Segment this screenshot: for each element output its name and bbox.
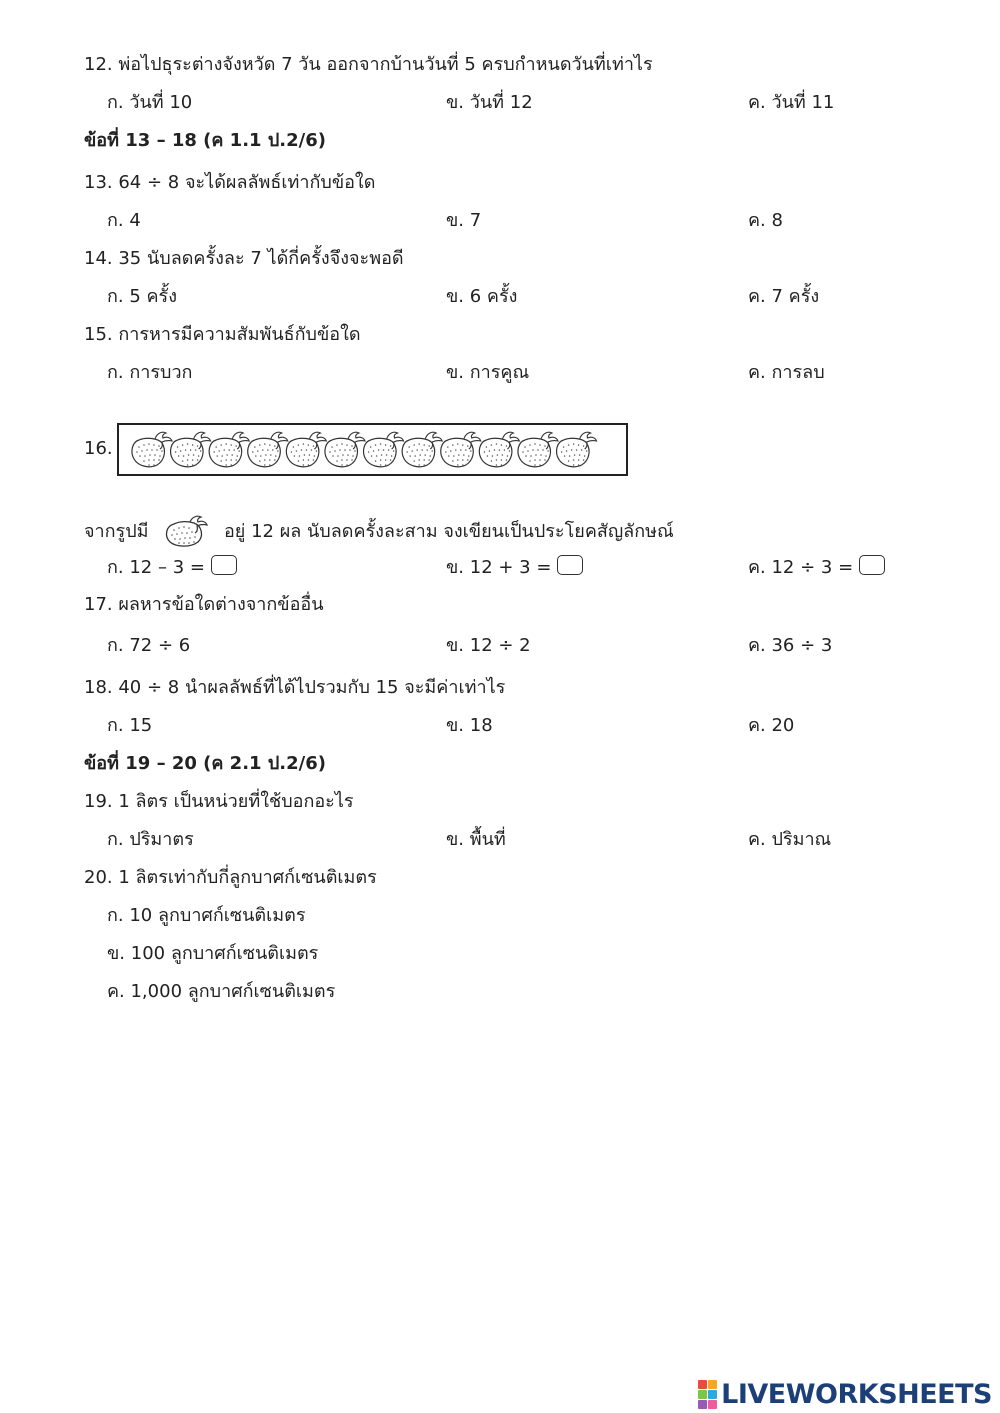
logo-mark-icon — [698, 1380, 717, 1409]
option-17-a[interactable]: ก. 72 ÷ 6 — [107, 635, 191, 656]
strawberry-icon — [171, 432, 211, 467]
question-16-number: 16. — [84, 438, 113, 459]
option-18-b[interactable]: ข. 18 — [446, 715, 493, 736]
question-19: 19. 1 ลิตร เป็นหน่วยที่ใช้บอกอะไร — [84, 791, 354, 812]
question-16-prompt — [84, 513, 674, 547]
logo-tile — [698, 1380, 707, 1389]
answer-box-b[interactable] — [557, 555, 583, 575]
logo-text: LIVEWORKSHEETS — [721, 1378, 992, 1410]
option-12-a[interactable]: ก. วันที่ 10 — [107, 92, 193, 113]
question-13: 13. 64 ÷ 8 จะได้ผลลัพธ์เท่ากับข้อใด — [84, 172, 376, 193]
question-17: 17. ผลหารข้อใดต่างจากข้ออื่น — [84, 594, 324, 615]
logo-tile — [708, 1380, 717, 1389]
option-14-c[interactable]: ค. 7 ครั้ง — [748, 286, 820, 307]
strawberry-icon — [248, 432, 288, 467]
prompt-end: อยู่ 12 ผล นับลดครั้งละสาม จงเขียนเป็นประโยคสัญลักษณ์ — [223, 521, 674, 542]
option-16-a-text: ก. 12 – 3 = — [107, 557, 205, 578]
strawberry-icon — [479, 432, 519, 467]
logo-tile — [708, 1400, 717, 1409]
option-16-a[interactable] — [107, 555, 237, 580]
question-12: 12. พ่อไปธุระต่างจังหวัด 7 วัน ออกจากบ้านวันที่ 5 ครบกำหนดวันที่เท่าไร — [84, 54, 653, 75]
strawberry-row — [119, 425, 626, 474]
option-16-c[interactable] — [748, 555, 885, 580]
option-12-b[interactable]: ข. วันที่ 12 — [446, 92, 533, 113]
answer-box-c[interactable] — [859, 555, 885, 575]
option-20-c[interactable]: ค. 1,000 ลูกบาศก์เซนติเมตร — [107, 981, 336, 1002]
strawberry-icon — [364, 432, 404, 467]
strawberry-icon — [132, 432, 172, 467]
option-13-a[interactable]: ก. 4 — [107, 210, 141, 231]
option-18-c[interactable]: ค. 20 — [748, 715, 795, 736]
option-18-a[interactable]: ก. 15 — [107, 715, 153, 736]
question-20: 20. 1 ลิตรเท่ากับกี่ลูกบาศก์เซนติเมตร — [84, 867, 377, 888]
option-20-a[interactable]: ก. 10 ลูกบาศก์เซนติเมตร — [107, 905, 306, 926]
answer-box-a[interactable] — [211, 555, 237, 575]
option-15-b[interactable]: ข. การคูณ — [446, 362, 530, 383]
prompt-start: จากรูปมี — [84, 521, 149, 542]
option-20-b[interactable]: ข. 100 ลูกบาศก์เซนติเมตร — [107, 943, 319, 964]
strawberry-icon — [402, 432, 442, 467]
logo-tile — [698, 1390, 707, 1399]
option-16-b-text: ข. 12 + 3 = — [446, 557, 552, 578]
strawberry-icon — [557, 432, 597, 467]
question-18: 18. 40 ÷ 8 นำผลลัพธ์ที่ได้ไปรวมกับ 15 จะมีค่าเท่าไร — [84, 677, 506, 698]
option-19-b[interactable]: ข. พื้นที่ — [446, 829, 506, 850]
logo-tile — [708, 1390, 717, 1399]
option-15-c[interactable]: ค. การลบ — [748, 362, 825, 383]
option-16-b[interactable] — [446, 555, 583, 580]
strawberry-icon — [518, 432, 558, 467]
option-14-b[interactable]: ข. 6 ครั้ง — [446, 286, 518, 307]
strawberry-icon — [162, 513, 210, 547]
liveworksheets-logo — [698, 1378, 992, 1410]
option-12-c[interactable]: ค. วันที่ 11 — [748, 92, 835, 113]
option-13-c[interactable]: ค. 8 — [748, 210, 783, 231]
option-17-b[interactable]: ข. 12 ÷ 2 — [446, 635, 531, 656]
section-heading-19-20: ข้อที่ 19 – 20 (ค 2.1 ป.2/6) — [84, 753, 326, 774]
question-14: 14. 35 นับลดครั้งละ 7 ได้กี่ครั้งจึงจะพอดี — [84, 248, 404, 269]
option-19-c[interactable]: ค. ปริมาณ — [748, 829, 832, 850]
option-19-a[interactable]: ก. ปริมาตร — [107, 829, 194, 850]
strawberry-icon — [209, 432, 249, 467]
option-15-a[interactable]: ก. การบวก — [107, 362, 193, 383]
section-heading-13-18: ข้อที่ 13 – 18 (ค 1.1 ป.2/6) — [84, 130, 326, 151]
option-17-c[interactable]: ค. 36 ÷ 3 — [748, 635, 833, 656]
option-16-c-text: ค. 12 ÷ 3 = — [748, 557, 854, 578]
option-14-a[interactable]: ก. 5 ครั้ง — [107, 286, 178, 307]
question-15: 15. การหารมีความสัมพันธ์กับข้อใด — [84, 324, 361, 345]
option-13-b[interactable]: ข. 7 — [446, 210, 482, 231]
strawberry-icon — [286, 432, 326, 467]
strawberry-icon — [325, 432, 365, 467]
strawberry-picture-frame — [117, 423, 628, 476]
strawberry-icon — [441, 432, 481, 467]
logo-tile — [698, 1400, 707, 1409]
